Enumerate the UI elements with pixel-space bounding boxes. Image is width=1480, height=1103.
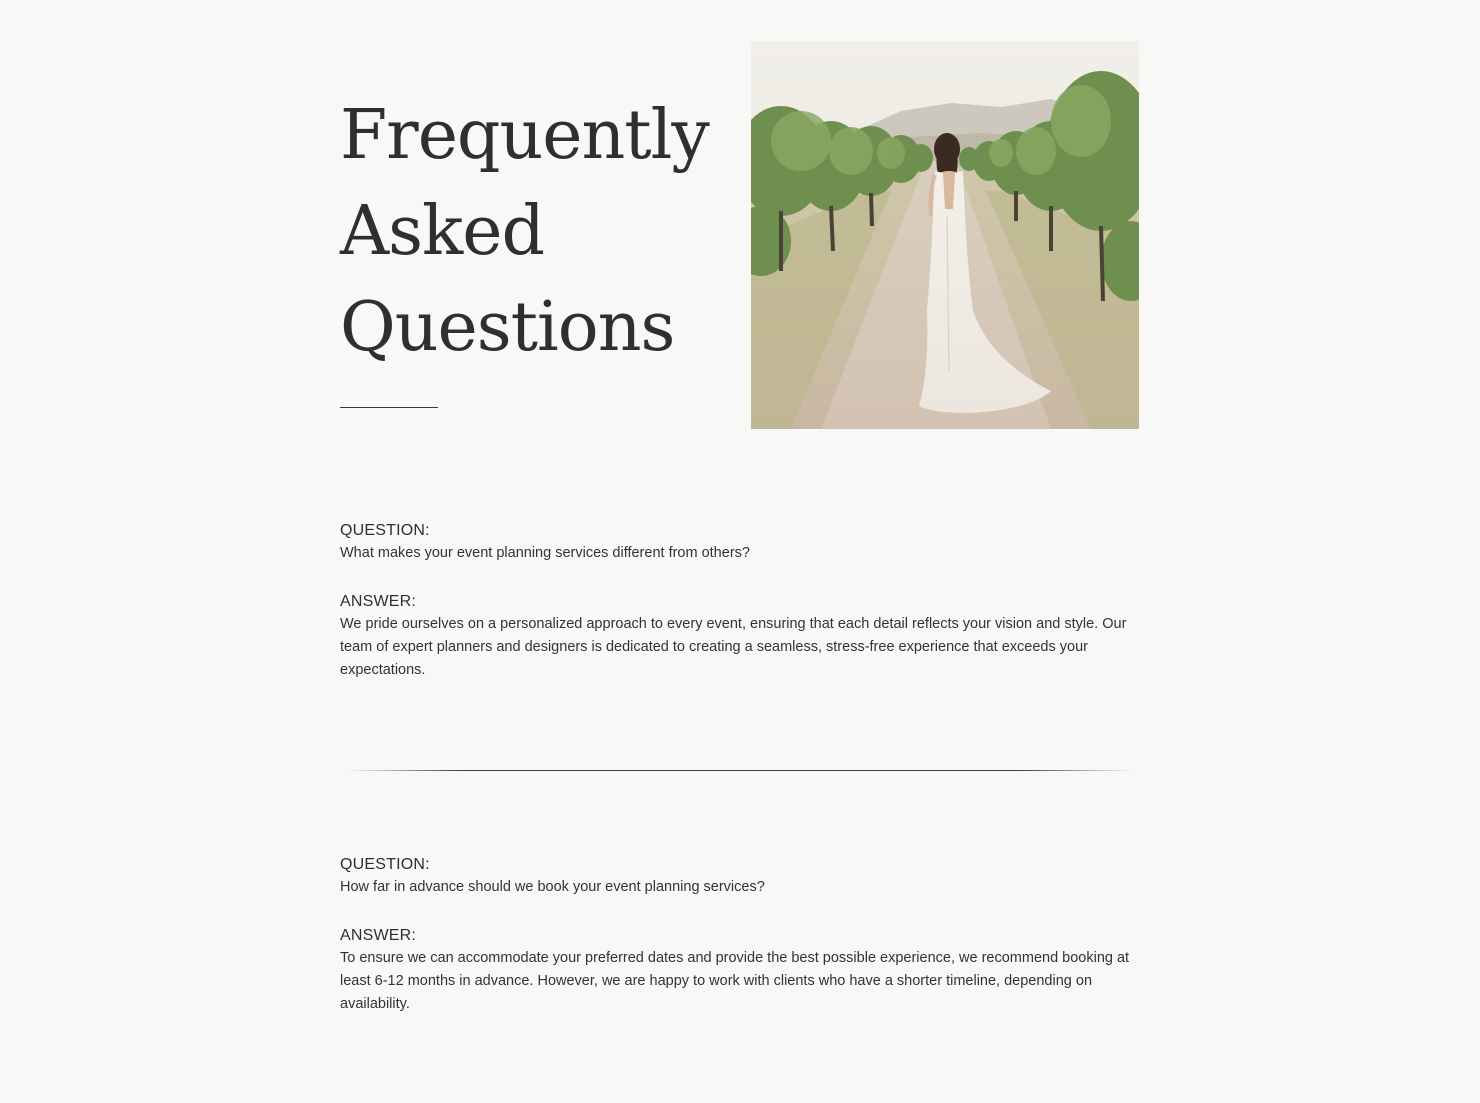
answer-text: We pride ourselves on a personalized approach to every event, ensuring that each detail reflects your vision and style. Our team of expert planners and designers is dedicated to creating a seamless, stress-free experience that exceeds your expectations. (340, 616, 1127, 678)
answer-label: ANSWER: (340, 593, 417, 610)
title-line: Asked (340, 192, 544, 271)
question-label: QUESTION: (340, 856, 430, 873)
title-line: Frequently (340, 96, 709, 175)
faq-item (340, 519, 1140, 682)
section-divider (345, 769, 1135, 772)
question-text: How far in advance should we book your event planning services? (340, 879, 765, 895)
answer-label: ANSWER: (340, 927, 417, 944)
hero-photo (751, 41, 1139, 429)
title-line: Questions (340, 288, 675, 367)
bride-in-orchard-image (751, 41, 1139, 429)
question-label: QUESTION: (340, 522, 430, 539)
title-underline (340, 407, 438, 408)
question-text: What makes your event planning services different from others? (340, 545, 750, 561)
page-title (340, 88, 709, 376)
faq-item (340, 853, 1140, 1016)
answer-text: To ensure we can accommodate your preferred dates and provide the best possible experience, we recommend booking at least 6-12 months in advance. However, we are happy to work with clients who have a shorter timeline, depending on availability. (340, 950, 1130, 1012)
